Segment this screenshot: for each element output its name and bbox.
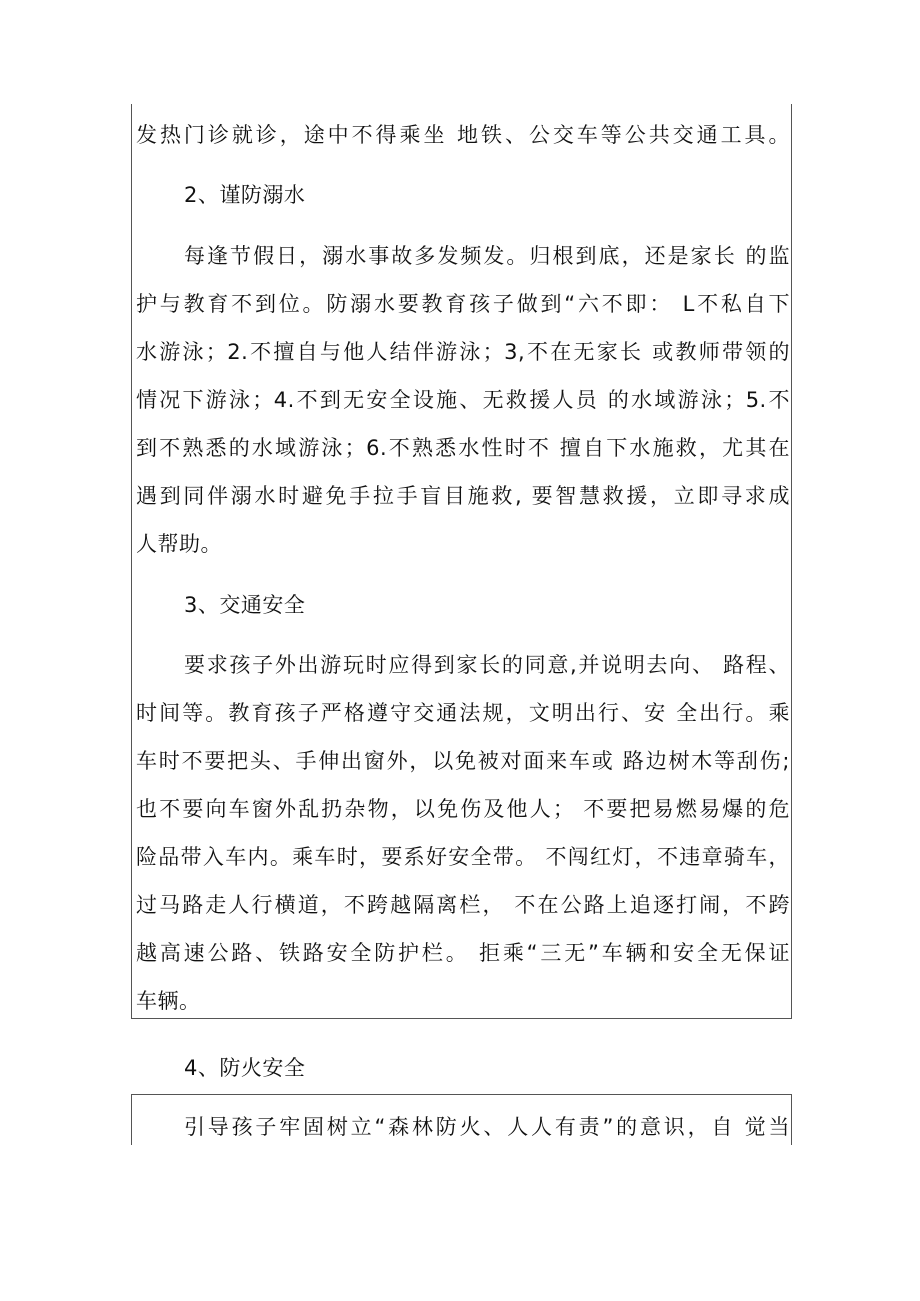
paragraph-line: 过马路走人行横道，不跨越隔离栏， 不在公路上追逐打闹，不跨	[136, 893, 790, 917]
paragraph-line: 车时不要把头、手伸出窗外，以免被对面来车或 路边树木等刮伤;	[136, 749, 790, 773]
paragraph-line: 护与教育不到位。防溺水要教育孩子做到“六不即： L不私自下	[136, 292, 790, 316]
paragraph-line: 要求孩子外出游玩时应得到家长的同意,并说明去向、 路程、	[184, 653, 790, 677]
paragraph-line: 情况下游泳；4.不到无安全设施、无救援人员 的水域游泳；5.不	[136, 388, 790, 412]
paragraph-line: 引导孩子牢固树立“森林防火、人人有责”的意识，自 觉当	[184, 1115, 790, 1139]
paragraph-line: 每逢节假日，溺水事故多发频发。归根到底，还是家长 的监	[184, 244, 790, 268]
paragraph-line: 人帮助。	[136, 532, 222, 556]
paragraph-line: 发热门诊就诊，途中不得乘坐 地铁、公交车等公共交通工具。	[136, 123, 790, 147]
paragraph-line: 水游泳；2.不擅自与他人结伴游泳；3,不在无家长 或教师带领的	[136, 340, 790, 364]
section-heading-traffic: 3、交通安全	[184, 593, 306, 617]
section-heading-drowning: 2、谨防溺水	[184, 183, 306, 207]
paragraph-line: 时间等。教育孩子严格遵守交通法规，文明出行、安 全出行。乘	[136, 701, 790, 725]
paragraph-line: 车辆。	[136, 989, 201, 1013]
paragraph-line: 越高速公路、铁路安全防护栏。 拒乘“三无”车辆和安全无保证	[136, 941, 790, 965]
paragraph-line: 险品带入车内。乘车时，要系好安全带。 不闯红灯，不违章骑车，	[136, 845, 790, 869]
paragraph-line: 也不要向车窗外乱扔杂物，以免伤及他人； 不要把易燃易爆的危	[136, 797, 790, 821]
paragraph-line: 遇到同伴溺水时避免手拉手盲目施救, 要智慧救援，立即寻求成	[136, 484, 790, 508]
section-heading-fire: 4、防火安全	[184, 1056, 306, 1080]
paragraph-line: 到不熟悉的水域游泳；6.不熟悉水性时不 擅自下水施救，尤其在	[136, 436, 790, 460]
